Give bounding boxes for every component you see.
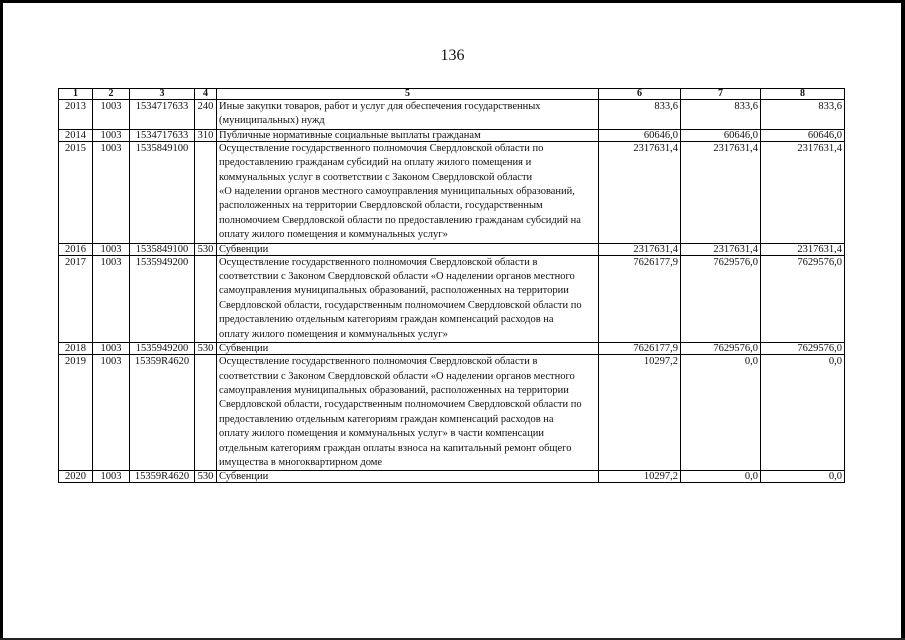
table-row [59, 129, 845, 141]
description-line: отдельным категориям граждан оплаты взноса на капитальный ремонт общего [219, 442, 572, 454]
description-line: «О наделении органов местного самоуправления муниципальных образований, [219, 186, 575, 198]
row-number: 2019 [59, 355, 93, 471]
row-number: 2015 [59, 141, 93, 243]
expense-type-code [195, 355, 217, 471]
header-col-6: 6 [599, 89, 681, 100]
budget-table [58, 88, 845, 483]
section-code: 1003 [93, 343, 130, 355]
section-code: 1003 [93, 243, 130, 255]
expense-type-code: 530 [195, 343, 217, 355]
scan-border-right [901, 0, 905, 640]
target-article-code: 1535849100 [130, 243, 195, 255]
header-col-5: 5 [217, 89, 599, 100]
amount-col-6: 10297,2 [599, 355, 681, 471]
header-col-3: 3 [130, 89, 195, 100]
amount-col-6: 7626177,9 [599, 255, 681, 342]
expense-type-code [195, 141, 217, 243]
amount-col-7: 7629576,0 [681, 343, 761, 355]
amount-col-8: 2317631,4 [761, 243, 845, 255]
description-line: (муниципальных) нужд [219, 115, 325, 127]
description-line: оплату жилого помещения и коммунальных услуг» [219, 229, 448, 241]
amount-col-7: 2317631,4 [681, 243, 761, 255]
target-article-code: 15359R4620 [130, 355, 195, 471]
target-article-code: 15359R4620 [130, 471, 195, 483]
section-code: 1003 [93, 100, 130, 130]
description-cell [217, 129, 599, 141]
description-cell [217, 243, 599, 255]
description-cell [217, 343, 599, 355]
table-row [59, 343, 845, 355]
expense-type-code [195, 255, 217, 342]
description-line: предоставлению отдельным категориям граждан компенсаций расходов на [219, 413, 554, 425]
description-line: оплату жилого помещения и коммунальных услуг» в части компенсации [219, 428, 544, 440]
description-line: Свердловской области, государственным полномочием Свердловской области по [219, 399, 582, 411]
description-line: Иные закупки товаров, работ и услуг для обеспечения государственных [219, 101, 541, 112]
amount-col-6: 60646,0 [599, 129, 681, 141]
expense-type-code: 310 [195, 129, 217, 141]
row-number: 2018 [59, 343, 93, 355]
row-number: 2020 [59, 471, 93, 483]
description-line: оплату жилого помещения и коммунальных услуг» [219, 328, 448, 340]
target-article-code: 1534717633 [130, 100, 195, 130]
amount-col-8: 0,0 [761, 355, 845, 471]
description-line: Осуществление государственного полномочия Свердловской области в [219, 256, 538, 268]
amount-col-6: 10297,2 [599, 471, 681, 483]
page-number: 136 [440, 47, 465, 64]
table-row [59, 255, 845, 342]
amount-col-7: 60646,0 [681, 129, 761, 141]
expense-type-code: 530 [195, 243, 217, 255]
section-code: 1003 [93, 129, 130, 141]
description-line: соответствии с Законом Свердловской области «О наделении органов местного [219, 271, 575, 283]
amount-col-7: 0,0 [681, 471, 761, 483]
amount-col-8: 833,6 [761, 100, 845, 130]
table-row [59, 471, 845, 483]
scan-border-left [0, 0, 3, 640]
description-line: предоставлению гражданам субсидий на оплату жилого помещения и [219, 157, 532, 169]
description-line: соответствии с Законом Свердловской области «О наделении органов местного [219, 370, 575, 382]
expense-type-code: 240 [195, 100, 217, 130]
description-line: Свердловской области, государственным полномочием Свердловской области по [219, 299, 582, 311]
header-col-1: 1 [59, 89, 93, 100]
description-line: Осуществление государственного полномочия Свердловской области по [219, 142, 544, 154]
table-row [59, 141, 845, 243]
row-number: 2014 [59, 129, 93, 141]
table-row [59, 355, 845, 471]
target-article-code: 1534717633 [130, 129, 195, 141]
description-line: самоуправления муниципальных образований, расположенных на территории [219, 285, 569, 297]
section-code: 1003 [93, 471, 130, 483]
amount-col-6: 2317631,4 [599, 243, 681, 255]
description-cell [217, 100, 599, 130]
expense-type-code: 530 [195, 471, 217, 483]
scan-border-top [0, 0, 905, 3]
amount-col-7: 833,6 [681, 100, 761, 130]
target-article-code: 1535949200 [130, 343, 195, 355]
table-row [59, 243, 845, 255]
amount-col-7: 7629576,0 [681, 255, 761, 342]
section-code: 1003 [93, 141, 130, 243]
description-line: Субвенции [219, 243, 269, 255]
description-line: Публичные нормативные социальные выплаты гражданам [219, 129, 481, 141]
description-line: самоуправления муниципальных образований, расположенных на территории [219, 384, 569, 396]
target-article-code: 1535849100 [130, 141, 195, 243]
amount-col-8: 2317631,4 [761, 141, 845, 243]
row-number: 2013 [59, 100, 93, 130]
description-line: имущества в многоквартирном доме [219, 456, 383, 468]
amount-col-8: 7629576,0 [761, 255, 845, 342]
description-line: расположенных на территории Свердловской области, государственным [219, 200, 543, 212]
description-cell [217, 355, 599, 471]
amount-col-6: 7626177,9 [599, 343, 681, 355]
table-row [59, 100, 845, 130]
amount-col-6: 2317631,4 [599, 141, 681, 243]
row-number: 2016 [59, 243, 93, 255]
description-line: коммунальных услуг в соответствии с Законом Свердловской области [219, 171, 533, 183]
amount-col-8: 0,0 [761, 471, 845, 483]
description-line: Субвенции [219, 471, 269, 483]
header-col-2: 2 [93, 89, 130, 100]
description-line: полномочием Свердловской области по предоставлению гражданам субсидий на [219, 214, 581, 226]
amount-col-6: 833,6 [599, 100, 681, 130]
row-number: 2017 [59, 255, 93, 342]
target-article-code: 1535949200 [130, 255, 195, 342]
header-row [59, 89, 845, 100]
section-code: 1003 [93, 355, 130, 471]
description-cell [217, 471, 599, 483]
description-line: Субвенции [219, 343, 269, 355]
description-line: Осуществление государственного полномочия Свердловской области в [219, 356, 538, 368]
description-cell [217, 141, 599, 243]
amount-col-8: 60646,0 [761, 129, 845, 141]
header-col-4: 4 [195, 89, 217, 100]
description-line: предоставлению отдельным категориям граждан компенсаций расходов на [219, 314, 554, 326]
description-cell [217, 255, 599, 342]
amount-col-7: 0,0 [681, 355, 761, 471]
amount-col-7: 2317631,4 [681, 141, 761, 243]
amount-col-8: 7629576,0 [761, 343, 845, 355]
section-code: 1003 [93, 255, 130, 342]
header-col-7: 7 [681, 89, 761, 100]
header-col-8: 8 [761, 89, 845, 100]
